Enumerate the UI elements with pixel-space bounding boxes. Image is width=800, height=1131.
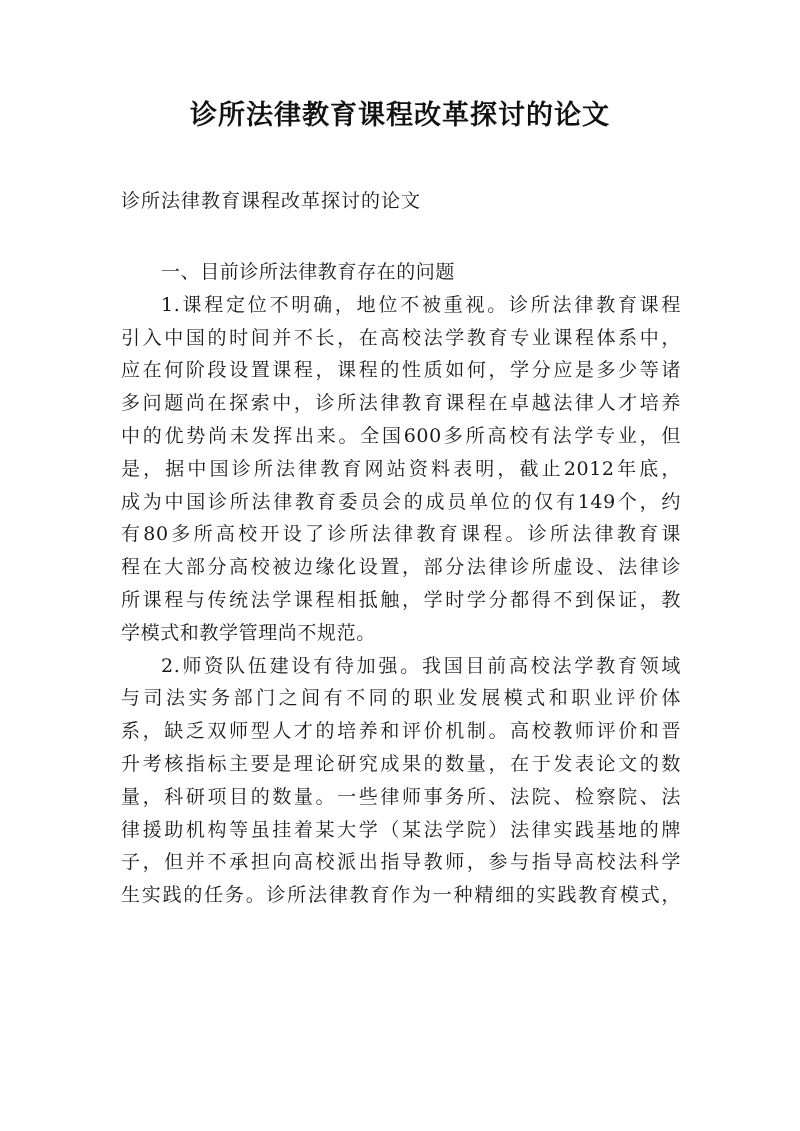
paragraph-line: 学模式和教学管理尚不规范。 <box>121 621 376 644</box>
paragraph-line: 升考核指标主要是理论研究成果的数量，在于发表论文的数 <box>121 752 681 775</box>
paragraph-line: 是，据中国诊所法律教育网站资料表明，截止2012年底， <box>121 457 681 480</box>
paragraph-line: 多问题尚在探索中，诊所法律教育课程在卓越法律人才培养 <box>121 392 681 415</box>
document-subtitle: 诊所法律教育课程改革探讨的论文 <box>121 190 422 212</box>
paragraph-line: 律援助机构等虽挂着某大学（某法学院）法律实践基地的牌 <box>121 818 681 841</box>
paragraph-line: 与司法实务部门之间有不同的职业发展模式和职业评价体 <box>121 687 681 710</box>
paragraph-line: 量，科研项目的数量。一些律师事务所、法院、检察院、法 <box>121 785 681 808</box>
paragraph-line: 所课程与传统法学课程相抵触，学时学分都得不到保证，教 <box>121 588 681 611</box>
document-body <box>121 256 681 912</box>
paragraph-line: 有80多所高校开设了诊所法律教育课程。诊所法律教育课 <box>121 523 681 546</box>
paragraph-line: 引入中国的时间并不长，在高校法学教育专业课程体系中， <box>121 326 681 349</box>
paragraph-line: 子，但并不承担向高校派出指导教师，参与指导高校法科学 <box>121 851 681 874</box>
paragraph-line: 生实践的任务。诊所法律教育作为一种精细的实践教育模式， <box>121 884 681 907</box>
paragraph-line: 程在大部分高校被边缘化设置，部分法律诊所虚设、法律诊 <box>121 556 681 579</box>
paragraph-line: 1.课程定位不明确，地位不被重视。诊所法律教育课程 <box>161 293 681 316</box>
section-heading: 一、目前诊所法律教育存在的问题 <box>161 261 456 283</box>
paragraph-line: 应在何阶段设置课程，课程的性质如何，学分应是多少等诸 <box>121 359 681 382</box>
paragraph-line: 成为中国诊所法律教育委员会的成员单位的仅有149个，约 <box>121 490 681 513</box>
paragraph-line: 2.师资队伍建设有待加强。我国目前高校法学教育领域 <box>161 654 681 677</box>
document-title: 诊所法律教育课程改革探讨的论文 <box>190 100 610 131</box>
paragraph-line: 系，缺乏双师型人才的培养和评价机制。高校教师评价和晋 <box>121 720 681 743</box>
paragraph-line: 中的优势尚未发挥出来。全国600多所高校有法学专业，但 <box>121 424 681 447</box>
